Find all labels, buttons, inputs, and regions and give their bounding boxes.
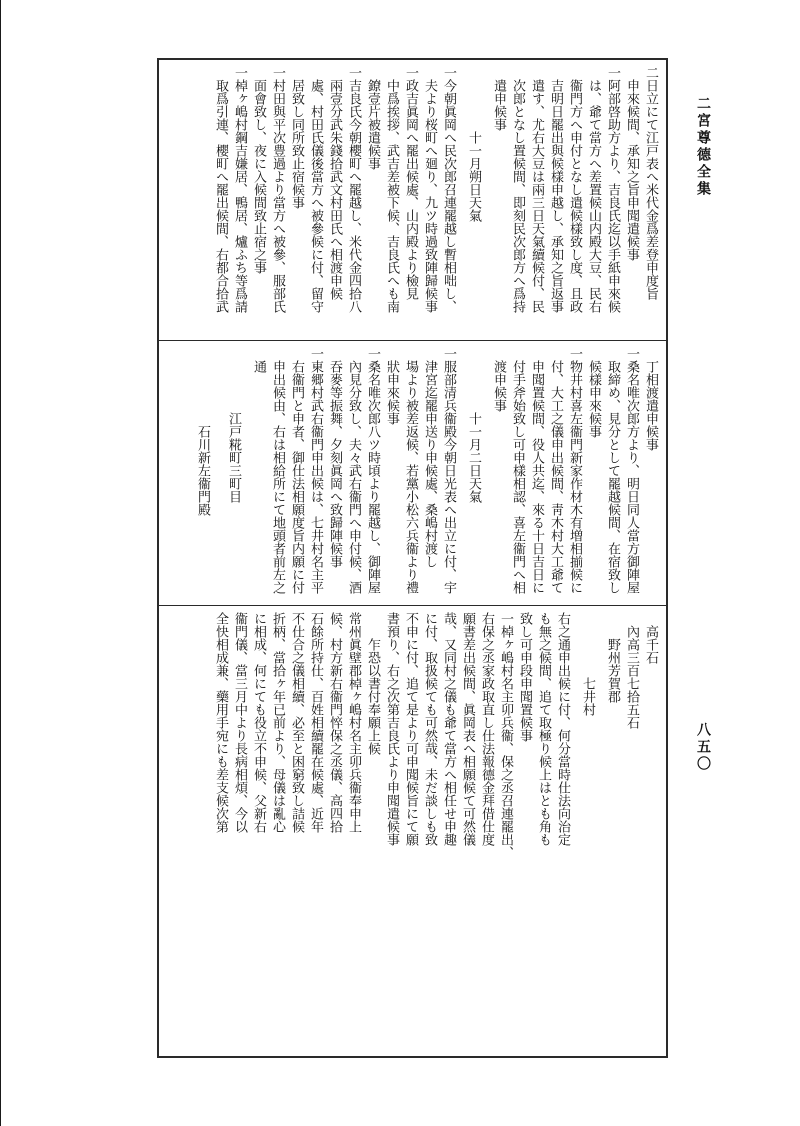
text-column: 十一月二日天氣 — [466, 412, 481, 503]
text-column: 內見分致し、夫々武右衞門へ申付候、酒 — [346, 360, 361, 594]
text-column: 候樣申來候事 — [586, 360, 601, 438]
text-column: 不申に付、追て是より可申聞候旨にて願 — [403, 612, 418, 846]
text-column: 一桑名唯次郎方より、明日同人當方御陣屋 — [624, 347, 639, 594]
text-column: 不仕合之儀相續、必至と困窮致し詰候 — [289, 612, 304, 833]
text-column: 右保之丞家政取直し仕法報德金拜借仕度 — [479, 612, 494, 846]
text-column: 全快相成兼、藥用手宛にも差支候次第 — [213, 612, 228, 833]
text-column: 次郎となし置候間、即刻民次郎方へ爲持 — [510, 79, 525, 313]
text-column: 遣申候事 — [491, 79, 506, 131]
page-edge — [0, 0, 1, 1126]
text-column: 右之通申出候に付、何分當時仕法向治定 — [555, 612, 570, 846]
text-column: 居致し同所致止宿候事 — [289, 79, 304, 209]
text-column: 致し可申段申聞置候事 — [517, 612, 532, 742]
text-column: 願書差出候間、眞岡表へ相願候て可然儀 — [460, 612, 475, 846]
text-column: 衞門方へ申付となし遣候樣致し度、且政 — [567, 79, 582, 313]
text-column: 石川新左衞門殿 — [195, 425, 210, 516]
text-column: 一吉良氏今朝櫻町へ罷越し、米代金四拾八 — [346, 66, 361, 313]
text-column: は、爺て當方へ差置候山内殿大豆、民右 — [586, 79, 601, 313]
text-section-top — [157, 62, 668, 338]
text-column: 一服部清兵衞殿今朝日光表へ出立に付、宇 — [441, 347, 456, 594]
text-column: 內高三百七拾五石 — [624, 625, 639, 729]
text-column: 付手斧始致し可申樣相認、喜左衞門へ相 — [510, 360, 525, 594]
text-column: 高千石 — [643, 625, 658, 664]
text-column: も無之候間、追て取極り候上はとも角も — [536, 612, 551, 846]
text-column: 取締め、見分として罷越候間、在宿致し — [605, 360, 620, 594]
text-column: 吞麥等振舞、夕刻眞岡へ致歸陣候事 — [327, 360, 342, 568]
text-column: 常州眞壁郡棹ヶ嶋村名主卯兵衞奉申上 — [346, 612, 361, 833]
text-column: 七井村 — [580, 677, 595, 716]
text-column: 一棹ヶ嶋村鋼吉嫌居、鴨居、爐ふち等爲請 — [232, 66, 247, 313]
text-column: 申聞置候間、役人共迄、來る十日吉日に — [529, 360, 544, 594]
text-column: 一棹ヶ嶋村名主卯兵衞、保之丞召連罷出、 — [498, 612, 513, 859]
page-number: 八五〇 — [695, 722, 711, 773]
text-column: 折柄、當拾ヶ年已前より、母儀は亂心 — [270, 612, 285, 833]
text-column: 書預り、右之次第吉良氏より申聞遣候事 — [384, 612, 399, 846]
text-column: 十一月朔日天氣 — [466, 131, 481, 222]
text-column: 一今朝眞岡へ民次郎召連罷越し暫相咄し、 — [441, 66, 456, 313]
text-column: 夫より桜町へ廻り、九ツ時過致陣歸候事 — [422, 79, 437, 313]
text-section-bottom — [157, 608, 668, 1054]
section-divider-1 — [157, 340, 668, 341]
text-column: 一阿部啓助方より、吉良氏迄以手紙申來候 — [605, 66, 620, 313]
text-column: 兩壹分武朱錢拾武文村田氏へ相渡申候 — [327, 79, 342, 300]
text-column: 場より被差返候、若黨小松六兵衞より禮 — [403, 360, 418, 594]
text-column: 一政吉眞岡へ罷出候處、山内殿より檢見 — [403, 66, 418, 300]
text-column: 吉明日罷出與候樣申越し、承知之旨返事 — [548, 79, 563, 313]
text-column: 處、村田氏儀後當方へ被參候に付、留守 — [308, 79, 323, 313]
text-section-middle — [157, 343, 668, 603]
text-column: 中爲挨拶、武吉差被下候、吉良氏へも南 — [384, 79, 399, 313]
book-title: 二宮尊德全集 — [695, 96, 711, 198]
text-column: 衞門儀、當三月中より長病相煩、今以 — [232, 612, 247, 833]
text-column: 右衞門と申者、御仕法相願度旨内願に付 — [289, 360, 304, 594]
text-column: 狀申來候事 — [384, 360, 399, 425]
text-column: 一村田與平次豊過より當方へ被參、服部氏 — [270, 66, 285, 313]
text-column: 一東郷村武右衞門申出候は、七井村名主平 — [308, 347, 323, 594]
text-column: 申出候由、右は相給所にて地頭者前左之 — [270, 360, 285, 594]
text-column: 鐐壹片被遣候事 — [365, 79, 380, 170]
text-column: 付、大工之儀申出候間、靑木村大工爺て — [548, 360, 563, 594]
text-column: 一桑名唯次郎八ツ時頃より罷越し、御陣屋 — [365, 347, 380, 594]
text-column: 面會致し、夜に入候間致止宿之事 — [251, 79, 266, 274]
text-column: 渡申候事 — [491, 360, 506, 412]
text-column: 遣す、尤右大豆は兩三日天氣續候付、民 — [529, 79, 544, 313]
text-column: 通 — [251, 360, 266, 373]
text-column: 野州芳賀郡 — [605, 638, 620, 703]
text-column: 江戸糀町三町目 — [226, 412, 241, 503]
text-column: 二日立にて江戸表へ米代金爲差登申度旨 — [643, 66, 658, 300]
text-column: 乍恐以書付奉願上候 — [365, 638, 380, 755]
text-column: 申來候間、承知之旨申聞遣候事 — [624, 79, 639, 261]
text-column: 候、村方新右衞門悴保之丞儀、高四拾 — [327, 612, 342, 833]
text-column: 哉、又同村之儀も爺て當方へ相任せ申趣 — [441, 612, 456, 846]
text-column: 丁相渡遣申候事 — [643, 360, 658, 451]
text-column: に相成、何にても役立不申候、父新右 — [251, 612, 266, 833]
text-column: 石餘所持仕、百姓相續罷在候處、近年 — [308, 612, 323, 833]
text-column: 津宮迄罷申送り申候處、桑嶋村渡し — [422, 360, 437, 568]
section-divider-2 — [157, 605, 668, 606]
text-column: 取爲引連、櫻町へ罷出候間、右都合拾武 — [213, 79, 228, 313]
text-column: 一物井村喜左衞門新家作材木有増相揃候に — [567, 347, 582, 594]
text-column: に付、取扱候ても可然哉、未だ談しも致 — [422, 612, 437, 846]
